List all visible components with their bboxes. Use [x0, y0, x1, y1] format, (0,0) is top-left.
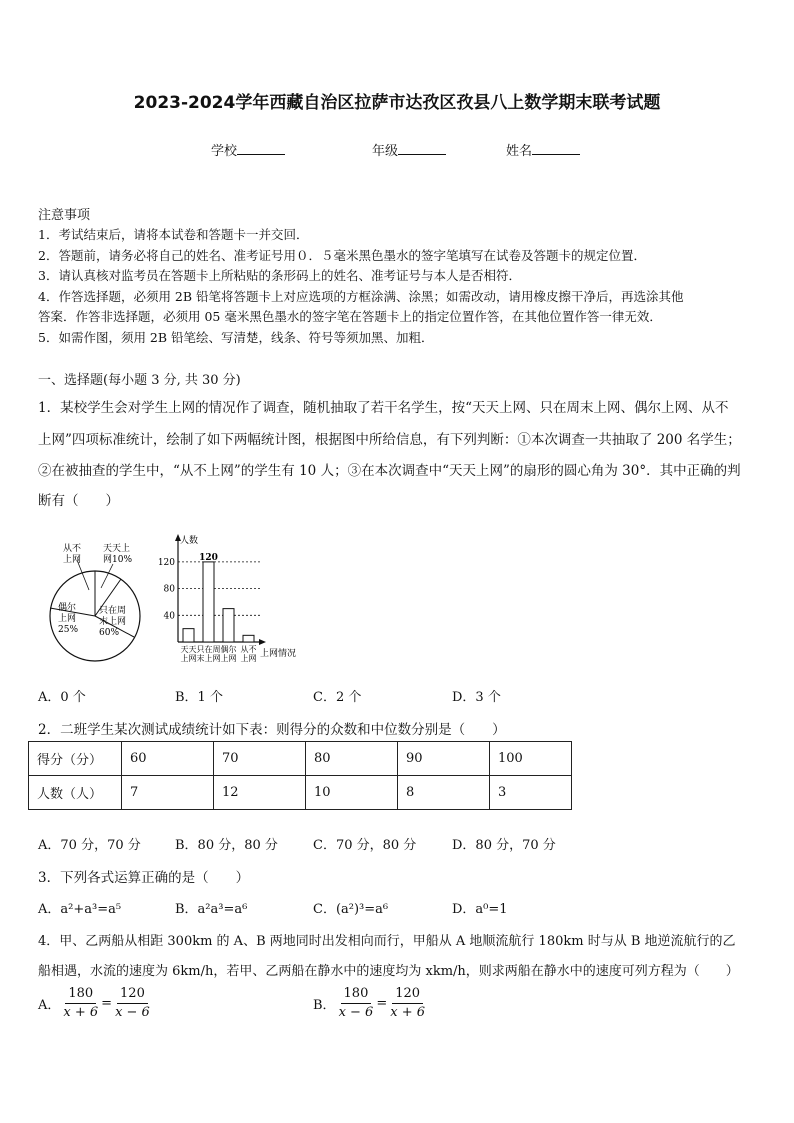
bar: [203, 562, 214, 642]
note-item: 答案．作答非选择题，必须用 05 毫米黑色墨水的签字笔在答题卡上的指定位置作答，在其他位置作答一律无效．: [38, 309, 662, 324]
name-field[interactable]: [506, 140, 580, 159]
q1-line: 上网”四项标准统计，绘制了如下两幅统计图，根据图中所给信息，有下列判断：①本次调查一共抽取了 200 名学生；: [38, 432, 741, 448]
y-tick-label: 120: [157, 557, 175, 568]
y-tick-label: 40: [163, 611, 175, 622]
table-cell: 8: [398, 776, 490, 810]
note-item: 4．作答选择题，必须用 2B 铅笔将答题卡上对应选项的方框涂满、涂黑；如需改动，请用橡皮擦干净后，再选涂其他: [38, 289, 684, 304]
x-tick-label: 末上网: [196, 654, 221, 663]
q2-stem: 2．二班学生某次测试成绩统计如下表：则得分的众数和中位数分别是（ ）: [38, 722, 506, 738]
x-tick-label: 只在周: [196, 645, 221, 654]
table-cell: 12: [214, 776, 306, 810]
denominator: x − 6: [115, 1005, 150, 1020]
q1-option-c[interactable]: C．2 个: [313, 690, 362, 705]
table-cell: 60: [122, 742, 214, 776]
q1-line: 断有（ ）: [38, 493, 119, 509]
q2-option-a[interactable]: A．70 分，70 分: [38, 838, 141, 853]
x-tick-label: 上网: [180, 654, 197, 663]
school-blank[interactable]: [237, 142, 285, 155]
denominator: x − 6: [338, 1005, 374, 1020]
name-label: 姓名: [506, 144, 533, 159]
name-blank[interactable]: [532, 142, 580, 155]
table-cell: 80: [306, 742, 398, 776]
note-item: 3．请认真核对监考员在答题卡上所粘贴的条形码上的姓名、准考证号与本人是否相符．: [38, 268, 521, 283]
pie-label-weekend: 只在周: [99, 606, 127, 616]
table-cell: 人数（人）: [29, 776, 122, 810]
denominator: x + 6: [63, 1005, 99, 1020]
numerator: 120: [117, 985, 148, 1004]
q3-stem: 3．下列各式运算正确的是（ ）: [38, 870, 250, 886]
notes-heading: 注意事项: [38, 208, 91, 223]
data-label: 120: [199, 552, 218, 563]
q1-line: 1．某校学生会对学生上网的情况作了调查，随机抽取了若干名学生，按“天天上网、只在周末上网、偶尔上网、从不: [38, 400, 729, 416]
table-cell: 70: [214, 742, 306, 776]
pie-label-occasional: 上网: [58, 614, 77, 624]
q3-option-c[interactable]: C．(a²)³=a⁶: [313, 902, 389, 917]
pie-label-occasional: 25%: [58, 625, 79, 635]
page-title: 2023-2024学年西藏自治区拉萨市达孜区孜县八上数学期末联考试题: [133, 93, 661, 113]
q1-option-d[interactable]: D．3 个: [452, 690, 501, 705]
table-cell: 100: [490, 742, 572, 776]
q4-line: 4．甲、乙两船从相距 300km 的 A、B 两地同时出发相向而行，甲船从 A 地顺流航行 180km 时与从 B 地逆流航行的乙: [38, 934, 736, 949]
q4-option-a[interactable]: [38, 985, 153, 1022]
bar-chart: [150, 530, 310, 670]
x-tick-label: 偶尔: [220, 645, 237, 654]
option-letter: B．: [313, 998, 336, 1013]
q3-option-a[interactable]: A．a²+a³=a⁵: [38, 902, 122, 917]
equals-sign: =: [101, 996, 113, 1011]
q1-line: ②在被抽查的学生中，“从不上网”的学生有 10 人；③在本次调查中“天天上网”的扇形的圆心角为 30°．其中正确的判: [38, 463, 741, 479]
q4-line: 船相遇，水流的速度为 6km/h，若甲、乙两船在静水中的速度均为 xkm/h，则求两船在静水中的速度可列方程为（ ）: [38, 964, 739, 979]
q1-option-a[interactable]: A．0 个: [38, 690, 86, 705]
x-tick-label: 天天: [180, 645, 197, 654]
x-tick-label: 从不: [240, 645, 257, 654]
grade-field[interactable]: [372, 140, 446, 159]
q4-option-b[interactable]: [313, 985, 428, 1022]
table-cell: 3: [490, 776, 572, 810]
note-item: 2．答题前，请务必将自己的姓名、准考证号用０．５毫米黑色墨水的签字笔填写在试卷及答题卡的规定位置．: [38, 248, 646, 263]
table-cell: 7: [122, 776, 214, 810]
fraction: [387, 985, 428, 1022]
q3-option-d[interactable]: D．a⁰=1: [452, 902, 508, 917]
fraction: [60, 985, 101, 1022]
bar: [243, 635, 254, 642]
x-tick-label: 上网: [240, 654, 257, 663]
pie-label-never: 从不: [63, 544, 82, 554]
section-heading: 一、选择题(每小题 3 分, 共 30 分): [38, 373, 241, 388]
table-row: [29, 742, 572, 776]
note-item: 1．考试结束后，请将本试卷和答题卡一并交回．: [38, 227, 309, 242]
option-letter: A．: [38, 998, 61, 1013]
pie-chart: [45, 538, 155, 668]
x-axis-arrow: [259, 639, 266, 645]
x-axis-label: 上网情况: [260, 649, 297, 659]
pie-label-never: 上网: [63, 555, 82, 565]
x-tick-label: 上网: [220, 654, 237, 663]
y-tick-label: 80: [163, 584, 175, 595]
table-cell: 90: [398, 742, 490, 776]
bar: [223, 609, 234, 642]
q1-option-b[interactable]: B．1 个: [175, 690, 223, 705]
pie-label-weekend: 末上网: [99, 617, 127, 627]
table-cell: 10: [306, 776, 398, 810]
grade-label: 年级: [372, 144, 399, 159]
table-cell: 得分（分）: [29, 742, 122, 776]
fraction: [112, 985, 153, 1022]
q2-option-b[interactable]: B．80 分，80 分: [175, 838, 278, 853]
equals-sign: =: [376, 996, 388, 1011]
pie-label-daily: 天天上: [103, 544, 131, 554]
q2-option-d[interactable]: D．80 分，70 分: [452, 838, 556, 853]
pie-label-daily: 网10%: [103, 555, 133, 565]
pie-label-weekend: 60%: [99, 628, 120, 638]
numerator: 180: [65, 985, 96, 1004]
pie-leader: [101, 564, 113, 588]
pie-label-occasional: 偶尔: [58, 603, 77, 613]
bar: [183, 629, 194, 642]
school-field[interactable]: [211, 140, 285, 159]
denominator: x + 6: [390, 1005, 425, 1020]
fraction: [336, 985, 377, 1022]
score-table: [28, 741, 572, 810]
q3-option-b[interactable]: B．a²a³=a⁶: [175, 902, 248, 917]
grade-blank[interactable]: [398, 142, 446, 155]
y-axis-label: 人数: [180, 536, 199, 546]
q2-option-c[interactable]: C．70 分，80 分: [313, 838, 417, 853]
table-row: [29, 776, 572, 810]
note-item: 5．如需作图，须用 2B 铅笔绘、写清楚，线条、符号等须加黑、加粗．: [38, 330, 434, 345]
school-label: 学校: [211, 144, 238, 159]
numerator: 120: [392, 985, 423, 1004]
numerator: 180: [341, 985, 372, 1004]
